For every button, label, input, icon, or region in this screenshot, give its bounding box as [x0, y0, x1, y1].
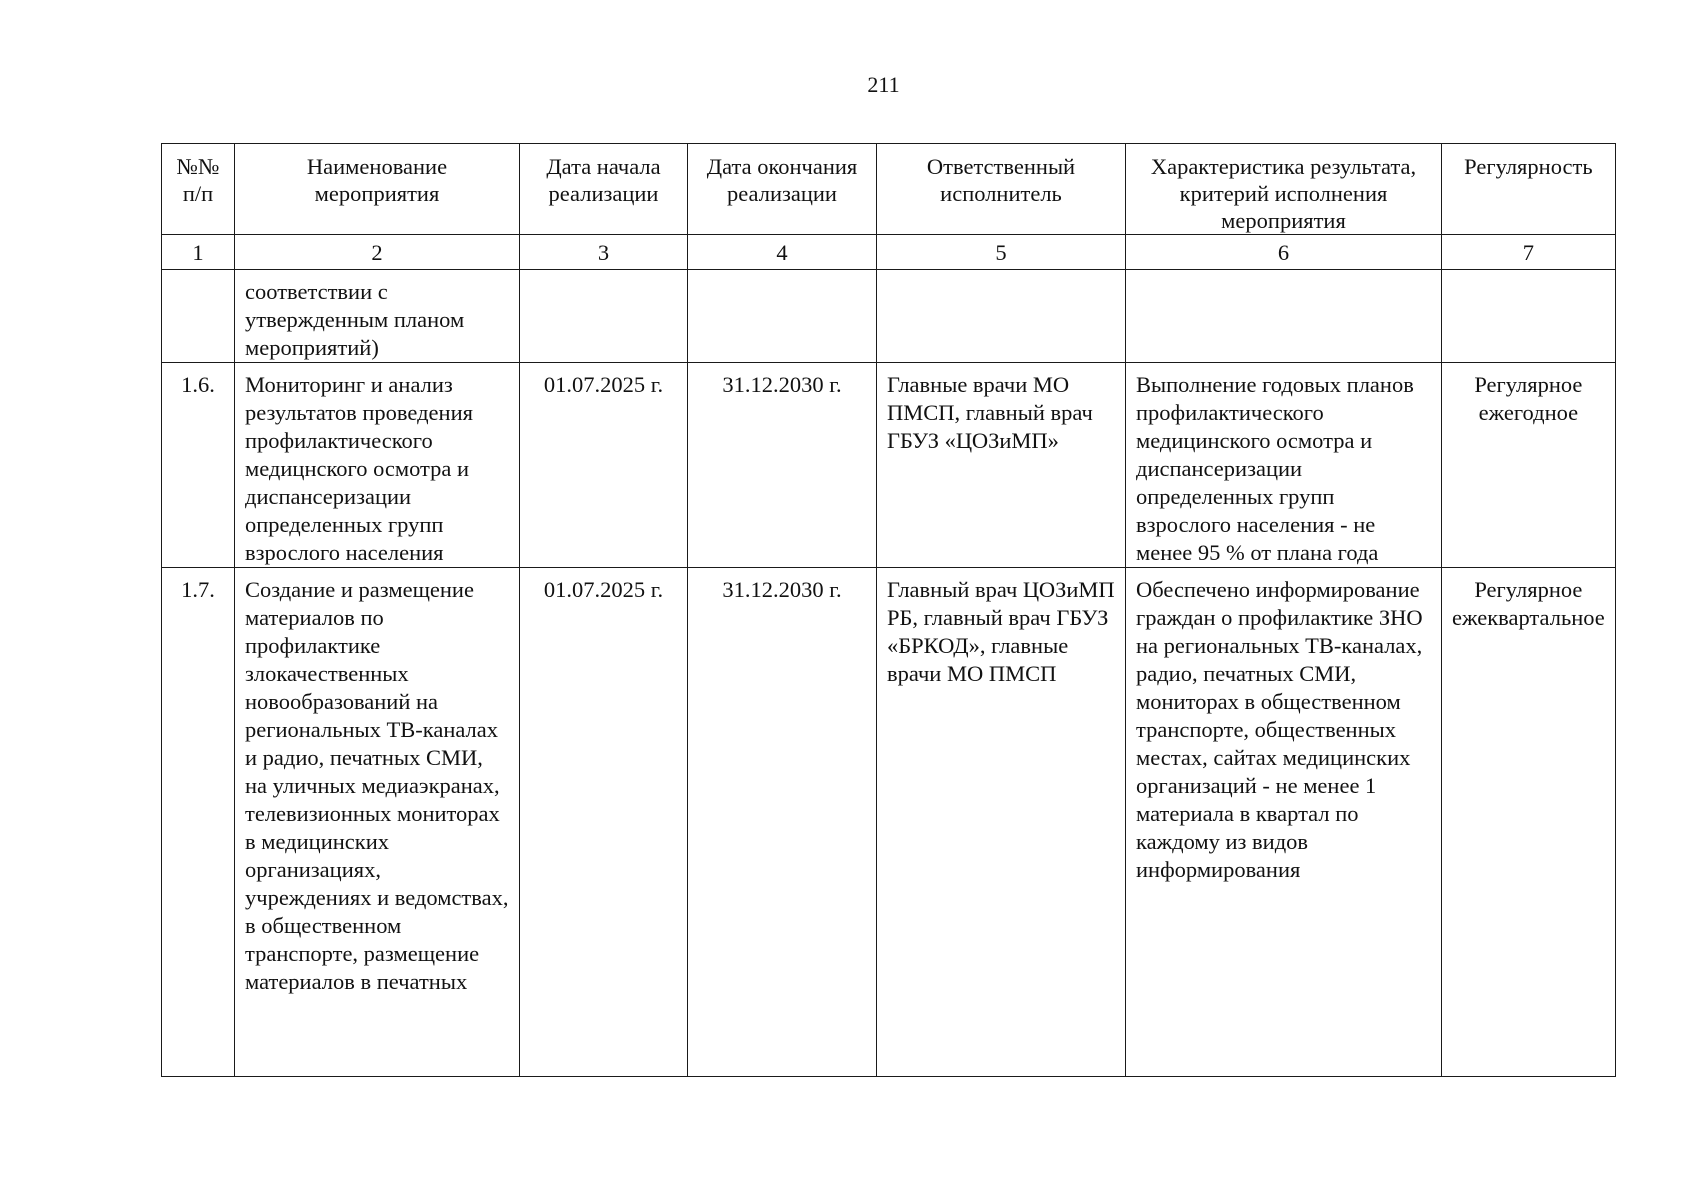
- row-regularity-cell: [1442, 270, 1616, 363]
- column-number: 4: [688, 235, 877, 270]
- column-numbers-row: [162, 235, 1616, 270]
- row-num-cell: 1.7.: [162, 568, 235, 1077]
- header-regularity: Регулярность: [1442, 144, 1616, 235]
- row-num-cell: [162, 270, 235, 363]
- row-regularity-cell: Регулярное ежегодное: [1442, 363, 1616, 568]
- row-regularity-cell: Регулярное ежеквартальное: [1442, 568, 1616, 1077]
- table-row: [162, 363, 1616, 568]
- row-start-cell: 01.07.2025 г.: [520, 363, 688, 568]
- row-result-cell: Выполнение годовых планов профилактического медицинского осмотра и диспансеризации определенных групп взрослого населения - не менее 95 % от плана года: [1126, 363, 1442, 568]
- row-start-cell: 01.07.2025 г.: [520, 568, 688, 1077]
- row-name-cell: Мониторинг и анализ результатов проведения профилактического медицнского осмотра и диспансеризации определенных групп взрослого населения: [235, 363, 520, 568]
- measures-table: [161, 143, 1616, 1077]
- page-number: 211: [867, 72, 900, 97]
- row-name-cell: Создание и размещение материалов по профилактике злокачественных новообразований на региональных ТВ-каналах и радио, печатных СМИ, на уличных медиаэкранах, телевизионных мониторах в медицинских организациях, учреждениях и ведомствах, в общественном транспорте, размещение материалов в печатных: [235, 568, 520, 1077]
- row-end-cell: 31.12.2030 г.: [688, 568, 877, 1077]
- header-num: №№ п/п: [162, 144, 235, 235]
- row-name-cell: соответствии с утвержденным планом мероприятий): [235, 270, 520, 363]
- column-number: 2: [235, 235, 520, 270]
- column-number: 5: [877, 235, 1126, 270]
- column-number: 3: [520, 235, 688, 270]
- table-row: [162, 568, 1616, 1077]
- header-name: Наименование мероприятия: [235, 144, 520, 235]
- column-number: 7: [1442, 235, 1616, 270]
- row-end-cell: [688, 270, 877, 363]
- table-row: [162, 270, 1616, 363]
- column-number: 6: [1126, 235, 1442, 270]
- row-start-cell: [520, 270, 688, 363]
- header-end-date: Дата окончания реализации: [688, 144, 877, 235]
- row-num-cell: 1.6.: [162, 363, 235, 568]
- row-responsible-cell: Главные врачи МО ПМСП, главный врач ГБУЗ «ЦОЗиМП»: [877, 363, 1126, 568]
- column-number: 1: [162, 235, 235, 270]
- header-result: Характеристика результата, критерий исполнения мероприятия: [1126, 144, 1442, 235]
- row-result-cell: [1126, 270, 1442, 363]
- row-end-cell: 31.12.2030 г.: [688, 363, 877, 568]
- row-responsible-cell: Главный врач ЦОЗиМП РБ, главный врач ГБУЗ «БРКОД», главные врачи МО ПМСП: [877, 568, 1126, 1077]
- header-responsible: Ответственный исполнитель: [877, 144, 1126, 235]
- header-start-date: Дата начала реализации: [520, 144, 688, 235]
- row-responsible-cell: [877, 270, 1126, 363]
- table-header-row: [162, 144, 1616, 235]
- row-result-cell: Обеспечено информирование граждан о профилактике ЗНО на региональных ТВ-каналах, радио, печатных СМИ, мониторах в общественном транспорте, общественных местах, сайтах медицинских организаций - не менее 1 материала в квартал по каждому из видов информирования: [1126, 568, 1442, 1077]
